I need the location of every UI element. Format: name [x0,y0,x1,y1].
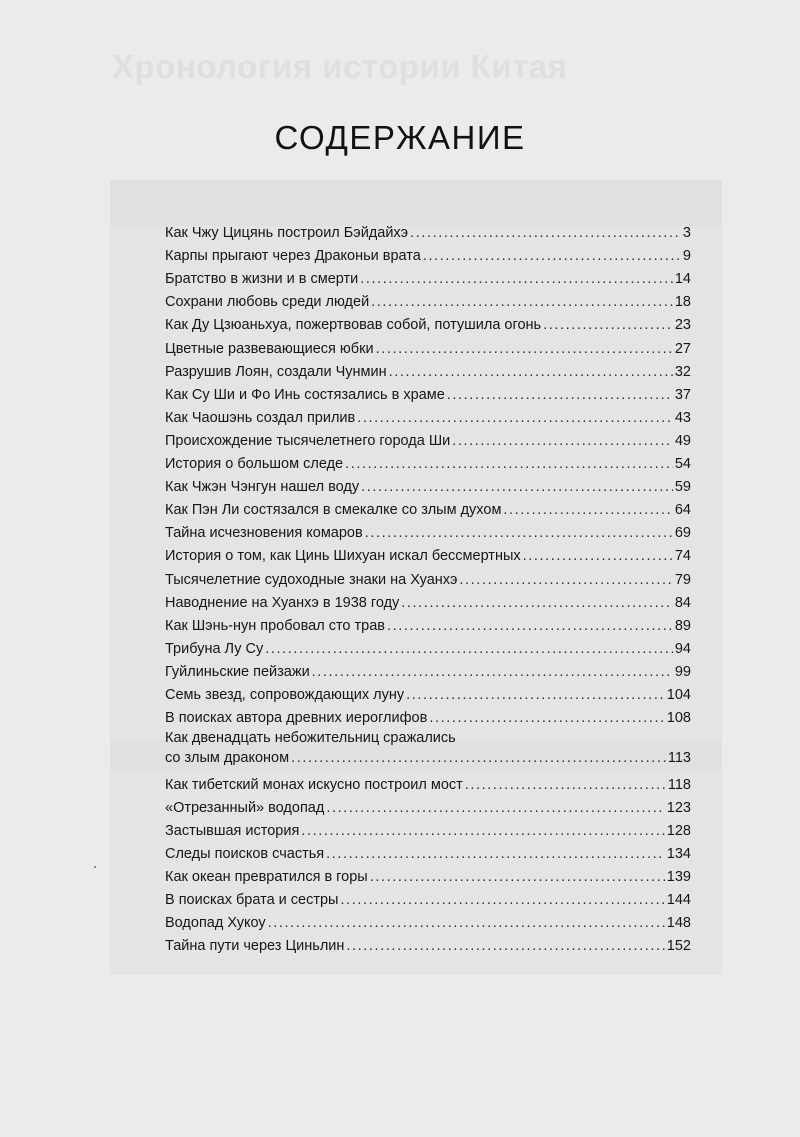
dot-leader [346,936,664,956]
toc-entry-page: 74 [674,548,691,565]
dot-leader [371,292,673,312]
toc-entry[interactable] [165,220,691,243]
toc-entry-title: История о большом следе [165,456,344,473]
show-through-heading: Хронология истории Китая [112,48,568,85]
toc-entry-page: 84 [674,594,691,611]
toc-entry-title: Тысячелетние судоходные знаки на Хуанхэ [165,571,458,588]
toc-entry-title: Следы поисков счастья [165,845,325,862]
toc-entry-page: 43 [674,409,691,426]
toc-entry[interactable] [165,795,691,818]
toc-entry-page: 148 [666,915,691,932]
toc-entry-title: Тайна пути через Циньлин [165,938,345,955]
toc-entry-title: В поисках брата и сестры [165,892,339,909]
dot-leader [301,821,664,841]
toc-entry[interactable] [165,474,691,497]
toc-entry-page: 152 [666,938,691,955]
toc-entry-title: Сохрани любовь среди людей [165,294,370,311]
dot-leader [312,662,673,682]
toc-entry-title: Как океан превратился в горы [165,869,368,886]
dot-leader [406,685,665,705]
toc-entry[interactable] [165,841,691,864]
toc-entry-page: 18 [674,294,691,311]
toc-entry-title-cont: со злым драконом [165,750,290,767]
toc-entry[interactable] [165,818,691,841]
dot-leader [365,523,673,543]
toc-entry-page: 79 [674,571,691,588]
toc-entry[interactable] [165,772,691,795]
page-title: СОДЕРЖАНИЕ [274,119,526,156]
toc-entry-page: 144 [666,892,691,909]
toc-entry[interactable] [165,728,691,772]
dot-leader [410,223,681,243]
toc-entry[interactable] [165,864,691,887]
toc-entry-title: Разрушив Лоян, создали Чунмин [165,363,387,380]
toc-entry-page: 128 [666,822,691,839]
dot-leader [326,798,664,818]
toc-entry-title: Как Су Ши и Фо Инь состязались в храме [165,386,445,403]
toc-entry-title: Гуйлиньские пейзажи [165,663,310,680]
toc-entry[interactable] [165,266,691,289]
dot-leader [268,913,665,933]
dot-leader [503,500,672,520]
toc-entry-page: 49 [674,432,691,449]
dot-leader [401,593,673,613]
toc-entry[interactable] [165,910,691,933]
toc-entry-page: 134 [666,845,691,862]
toc-entry[interactable] [165,682,691,705]
toc-entry-page: 23 [674,317,691,334]
toc-entry-title: Семь звезд, сопровождающих луну [165,686,405,703]
toc-entry-title: Тайна исчезновения комаров [165,525,363,542]
toc-entry[interactable] [165,312,691,335]
toc-entry-page: 89 [674,617,691,634]
table-of-contents [165,220,691,956]
toc-entry-title: Как Ду Цзюаньхуа, пожертвовав собой, потушила огонь [165,317,542,334]
toc-entry-title: В поисках автора древних иероглифов [165,710,428,727]
toc-entry-title: «Отрезанный» водопад [165,799,325,816]
toc-entry[interactable] [165,335,691,358]
toc-entry[interactable] [165,566,691,589]
toc-entry-title: Как Шэнь-нун пробовал сто трав [165,617,385,634]
toc-entry[interactable] [165,933,691,956]
dot-leader [452,431,673,451]
dot-leader [357,408,673,428]
dot-leader [291,748,666,768]
toc-entry-page: 99 [674,663,691,680]
dot-leader [447,385,673,405]
toc-entry[interactable] [165,636,691,659]
toc-entry-title: Как Чаошэнь создал прилив [165,409,356,426]
dot-leader [387,616,673,636]
toc-entry[interactable] [165,405,691,428]
toc-entry-title: Цветные развевающиеся юбки [165,340,374,357]
toc-entry-page: 59 [674,479,691,496]
toc-entry-title: Как Пэн Ли состязался в смекалке со злым духом [165,502,502,519]
toc-entry[interactable] [165,659,691,682]
toc-entry-title: Как двенадцать небожительниц сражались [165,730,456,747]
toc-entry[interactable] [165,382,691,405]
toc-entry-title: Карпы прыгают через Драконьи врата [165,248,421,265]
toc-entry[interactable] [165,520,691,543]
dot-leader [543,315,673,335]
toc-entry-title: Застывшая история [165,822,300,839]
toc-entry[interactable] [165,887,691,910]
toc-entry-page: 108 [666,710,691,727]
toc-entry-title: Братство в жизни и в смерти [165,271,359,288]
dot-leader [523,546,673,566]
toc-entry-page: 104 [666,686,691,703]
toc-entry[interactable] [165,543,691,566]
toc-entry[interactable] [165,359,691,382]
toc-entry-page: 37 [674,386,691,403]
toc-entry-title: Как Чжу Цицянь построил Бэйдайхэ [165,225,409,242]
toc-entry[interactable] [165,613,691,636]
dot-leader [265,639,673,659]
toc-entry-title: Трибуна Лу Су [165,640,264,657]
toc-entry-title: Как Чжэн Чэнгун нашел воду [165,479,360,496]
toc-entry-title: Водопад Хукоу [165,915,266,932]
toc-entry[interactable] [165,705,691,728]
toc-entry-page: 118 [667,776,691,793]
toc-entry-page: 69 [674,525,691,542]
dot-leader [459,570,672,590]
toc-entry-page: 64 [674,502,691,519]
toc-entry-page: 32 [674,363,691,380]
dot-leader [423,246,681,266]
toc-entry-page: 27 [674,340,691,357]
dot-leader [370,867,665,887]
dot-leader [429,708,664,728]
toc-entry-page: 113 [667,750,691,767]
toc-entry[interactable] [165,243,691,266]
toc-entry[interactable] [165,590,691,613]
dot-leader [326,844,665,864]
toc-entry-page: 94 [674,640,691,657]
dot-leader [376,339,673,359]
toc-entry-page: 54 [674,456,691,473]
toc-entry-page: 123 [666,799,691,816]
toc-entry[interactable] [165,451,691,474]
toc-entry-page: 139 [666,869,691,886]
toc-entry-page: 9 [682,248,691,265]
toc-entry-page: 3 [682,225,691,242]
toc-entry-title: Как тибетский монах искусно построил мост [165,776,463,793]
dot-leader [340,890,664,910]
toc-entry[interactable] [165,497,691,520]
dot-leader [360,269,673,289]
toc-entry[interactable] [165,289,691,312]
toc-entry-title: Происхождение тысячелетнего города Ши [165,432,451,449]
toc-entry[interactable] [165,428,691,451]
dot-leader [345,454,673,474]
paper-speck [94,866,96,868]
dot-leader [389,362,673,382]
dot-leader [465,775,666,795]
toc-entry-title: Наводнение на Хуанхэ в 1938 году [165,594,400,611]
toc-entry-page: 14 [674,271,691,288]
dot-leader [361,477,673,497]
toc-entry-title: История о том, как Цинь Шихуан искал бессмертных [165,548,521,565]
